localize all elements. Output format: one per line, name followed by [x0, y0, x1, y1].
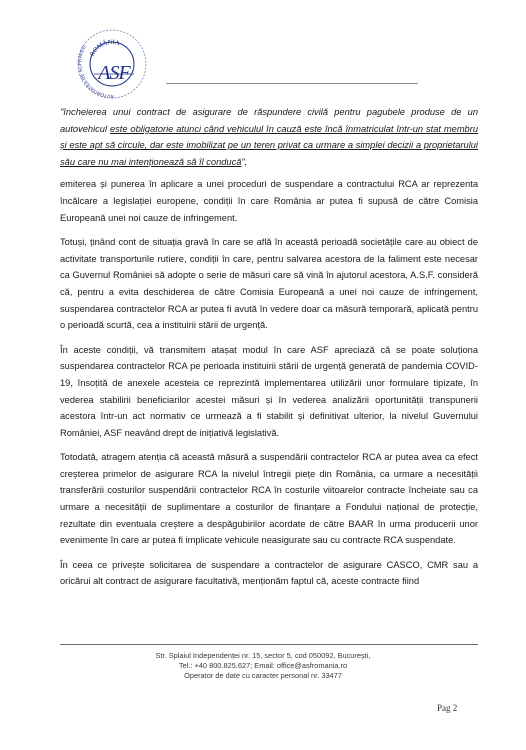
paragraph-3: În aceste condiții, vă transmitem atașat modul în care ASF apreciază că se poate soluționa suspendarea contractelor RCA pe perioada instituirii stării de urgență generată de pandemia COVID-19, însoțită de anexele acesteia ce reprezintă implementarea utilizării unor formulare tipizate, în vederea stabilirii beneficiarilor acestei măsuri și în vederea analizării oportunității transpunerii acestora într-un act normativ ce urmează a fi stabilit și definitivat ulterior, la nivelul Guvernului României, ASF neavând drept de inițiativă legislativă. — [60, 344, 478, 438]
footer-rule — [60, 644, 478, 645]
paragraph-5: În ceea ce privește solicitarea de suspendare a contractelor de asigurare CASCO, CMR sau a oricărui alt contract de asigurare facultativă, menționăm faptul că, aceste contracte fiind — [60, 559, 478, 587]
svg-text:ASF: ASF — [98, 62, 130, 84]
svg-text:ROMÂNIA: ROMÂNIA — [88, 38, 121, 58]
footer-address: Str. Splaiul Independenței nr. 15, sector 5, cod 050092, București, — [155, 651, 371, 660]
asf-logo-seal — [58, 24, 166, 102]
asf-logo — [58, 24, 166, 102]
header-rule — [166, 83, 418, 84]
footer-operator: Operator de date cu caracter personal nr. 33477 — [184, 671, 342, 680]
quote-end: ", — [241, 156, 248, 167]
page-number: Pag 2 — [437, 703, 458, 713]
footer — [0, 651, 526, 681]
footer-contact: Tel.: +40 800.825.627; Email: office@asfromania.ro — [178, 661, 348, 670]
quoted-text — [60, 104, 478, 170]
svg-text:AUTORITATEA DE SUPRAVEGHERE FI: AUTORITATEA DE SUPRAVEG — [78, 44, 115, 99]
quote-underlined: este obligatorie atunci când vehiculul în cauză este încă înmatriculat într-un stat membru și este apt să circule, dar este imobilizat pe un teren privat ca urmare a simplei decizii a proprietarului său care nu mai intenționează să îl conducă — [60, 123, 478, 167]
letter-body — [60, 104, 478, 598]
paragraph-2: Totuși, ținând cont de situația gravă în care se află în această perioadă societățile care au obiect de activitate transporturile rutiere, condiții în care, pentru salvarea acestora de la faliment este necesar ca Guvernul României să adopte o serie de măsuri care să vină în ajutorul acestora, A.S.F. consideră că, pentru a evita deschiderea de către Comisia Europeană a unei noi cauze de infringement, suspendarea contractelor RCA ar putea fi avută în vedere doar ca măsură temporară, aplicată pentru o perioadă scurtă, cea a instituirii stării de urgență. — [60, 237, 478, 331]
paragraph-4: Totodată, atragem atenția că această măsură a suspendării contractelor RCA ar putea avea ca efect creșterea primelor de asigurare RCA la nivelul întregii piețe din România, ca urmare a necesității transferării costurilor suspendării contractelor RCA în costurile viitoarelor contracte încheiate sau ca urmare a necesității de suplimentare a costurilor de finanțare a Fondului național de protecție, rezultate din eventuala creștere a despăgubirilor acordate de către BAAR în urma producerii unor evenimente în care ar putea fi implicate vehicule neasigurate sau cu contracte RCA suspendate. — [60, 452, 478, 546]
quote-part-1: "încheierea unui contract de asigurare de răspundere civilă pentru pagubele produse de un autovehicul — [60, 107, 478, 134]
paragraph-1: emiterea și punerea în aplicare a unei proceduri de suspendare a contractului RCA ar reprezenta încălcare a legislației europene, condiții în care România ar putea fi supusă de către Comisia Europeană unei noi cauze de infringement. — [60, 179, 478, 223]
